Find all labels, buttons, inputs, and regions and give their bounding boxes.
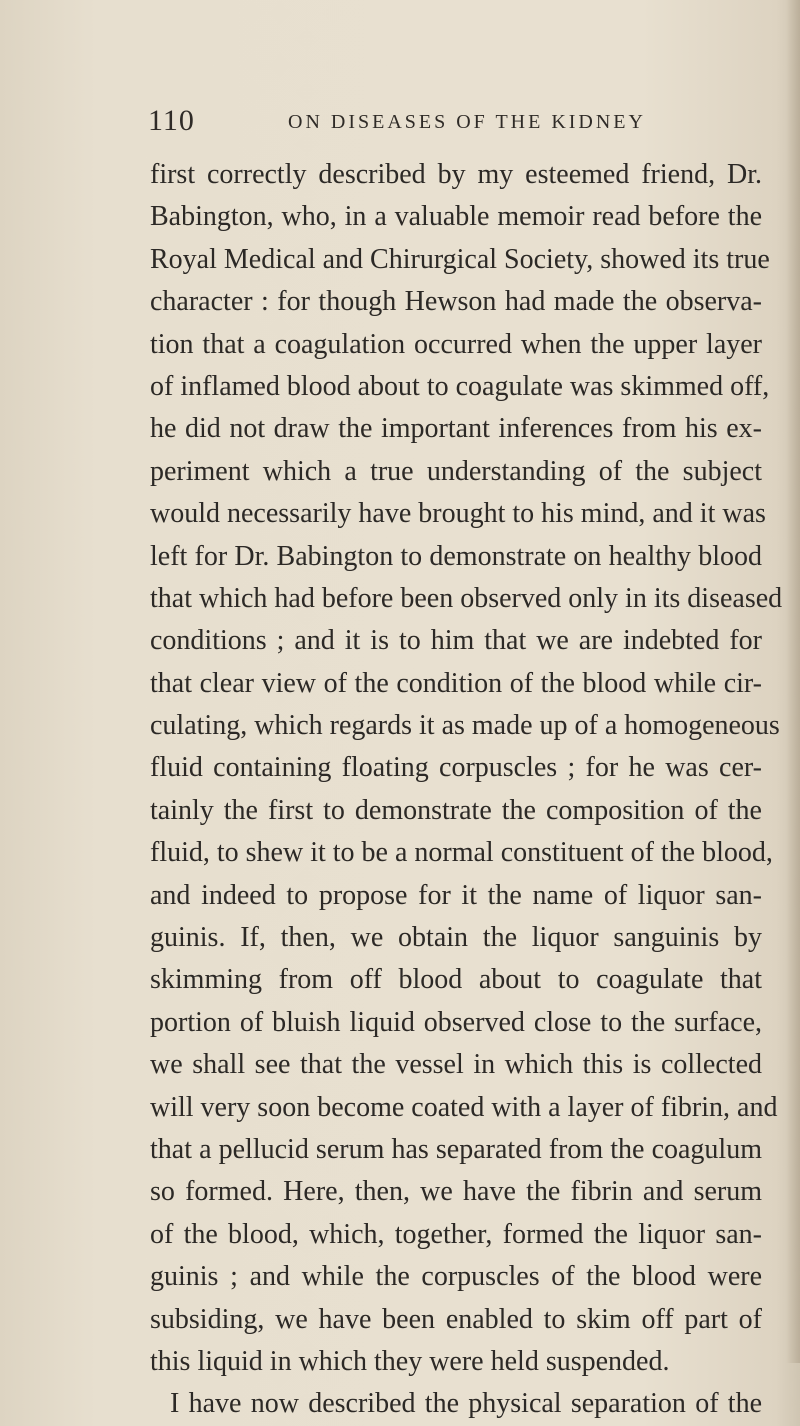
text-line: first correctly described by my esteemed friend, Dr. — [150, 159, 762, 190]
text-line: Babington, who, in a valuable memoir read before the — [150, 201, 762, 233]
text-line: left for Dr. Babington to demonstrate on healthy blood — [150, 540, 762, 572]
text-line: guinis ; and while the corpuscles of the blood were — [150, 1261, 762, 1293]
text-line: so formed. Here, then, we have the fibrin and serum — [150, 1176, 762, 1208]
text-line: Royal Medical and Chirurgical Society, showed its true — [150, 243, 770, 275]
page-number: 110 — [148, 104, 195, 137]
text-line: fluid, to shew it to be a normal constituent of the blood, — [150, 837, 773, 869]
running-title: ON DISEASES OF THE KIDNEY — [288, 111, 646, 133]
text-line: guinis. If, then, we obtain the liquor sanguinis by — [150, 922, 762, 954]
running-head — [148, 104, 748, 144]
text-line: tainly the first to demonstrate the composition of the — [150, 794, 762, 826]
text-line: that clear view of the condition of the blood while cir- — [150, 667, 762, 699]
text-line: that which had before been observed only in its diseased — [150, 582, 783, 614]
text-line: fluid containing floating corpuscles ; for he was cer- — [150, 752, 762, 784]
text-line: I have now described the physical separation of the — [170, 1388, 762, 1420]
text-line: would necessarily have brought to his mind, and it was — [150, 498, 766, 530]
text-line: and indeed to propose for it the name of liquor san- — [150, 879, 762, 911]
body-paragraph — [150, 154, 783, 1426]
text-line: conditions ; and it is to him that we are indebted for — [150, 625, 762, 657]
text-line: of the blood, which, together, formed the liquor san- — [150, 1218, 762, 1250]
page-edge-shadow — [786, 0, 800, 1363]
text-line: we shall see that the vessel in which this is collected — [150, 1049, 762, 1081]
text-line: will very soon become coated with a layer of fibrin, and — [150, 1091, 778, 1123]
text-line: culating, which regards it as made up of a homogeneous — [150, 710, 780, 742]
text-line: periment which a true understanding of the subject — [150, 455, 762, 487]
text-line: skimming from off blood about to coagulate that — [150, 964, 762, 996]
text-line: subsiding, we have been enabled to skim off part of — [150, 1303, 762, 1335]
text-line: this liquid in which they were held suspended. — [150, 1345, 670, 1377]
text-line: portion of bluish liquid observed close to the surface, — [150, 1006, 762, 1038]
text-line: of inflamed blood about to coagulate was skimmed off, — [150, 370, 770, 402]
text-line: tion that a coagulation occurred when the upper layer — [150, 328, 762, 360]
text-line: that a pellucid serum has separated from the coagulum — [150, 1133, 762, 1165]
text-line: character : for though Hewson had made the observa- — [150, 286, 762, 318]
text-line: he did not draw the important inferences from his ex- — [150, 413, 762, 445]
